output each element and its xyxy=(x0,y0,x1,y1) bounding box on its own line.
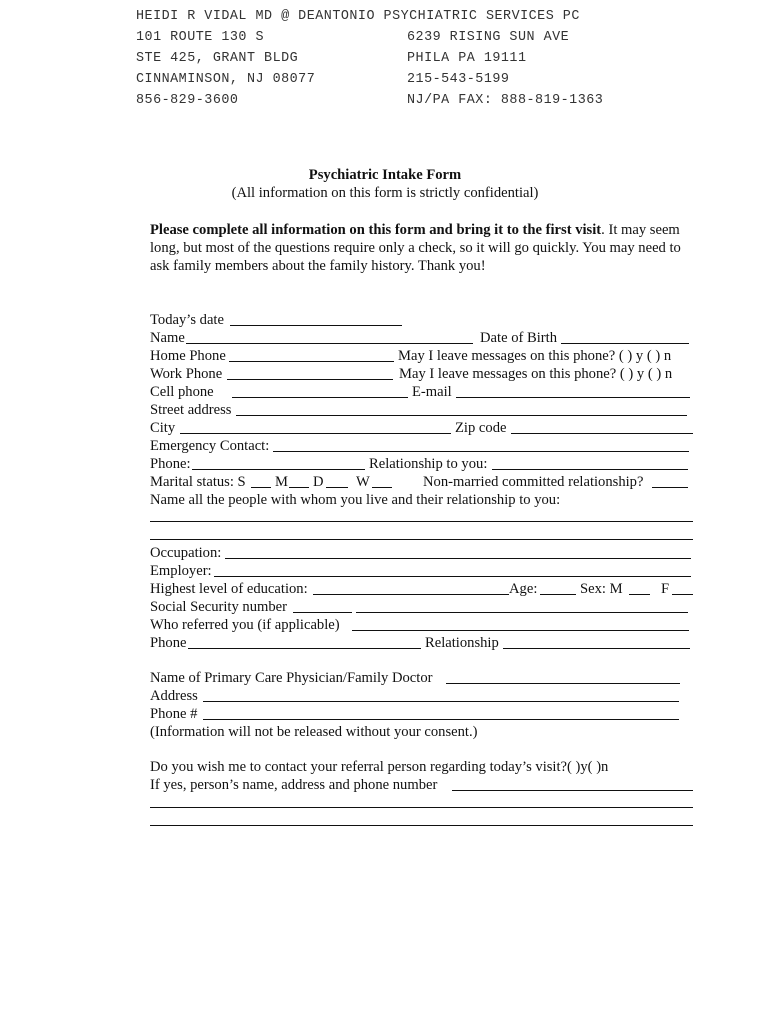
form-subtitle: (All information on this form is strictly confidential) xyxy=(231,185,539,201)
cell-phone-field[interactable] xyxy=(232,397,408,398)
sex-male-blank[interactable] xyxy=(629,594,650,595)
referrer-relationship-field[interactable] xyxy=(503,648,690,649)
emergency-contact-field[interactable] xyxy=(273,451,689,452)
letterhead-left-line-3: CINNAMINSON, NJ 08077 xyxy=(136,72,316,87)
live-with-label: Name all the people with whom you live and their relationship to you: xyxy=(150,492,561,508)
work-phone-label: Work Phone xyxy=(150,366,223,382)
employer-label: Employer: xyxy=(150,563,212,579)
name-field[interactable] xyxy=(186,343,473,344)
letterhead-right-line-2: PHILA PA 19111 xyxy=(407,51,527,66)
city-field[interactable] xyxy=(180,433,451,434)
pcp-label: Name of Primary Care Physician/Family Doctor xyxy=(150,670,433,686)
if-yes-field[interactable] xyxy=(452,790,693,791)
education-label: Highest level of education: xyxy=(150,581,308,597)
letterhead-right-line-3: 215-543-5199 xyxy=(407,72,510,87)
letterhead-right-line-1: 6239 RISING SUN AVE xyxy=(407,30,570,45)
letterhead-left-line-1: 101 ROUTE 130 S xyxy=(136,30,265,45)
occupation-field[interactable] xyxy=(225,558,691,559)
non-married-label: Non-married committed relationship? xyxy=(423,474,644,490)
referred-by-field[interactable] xyxy=(352,630,689,631)
pcp-address-label: Address xyxy=(150,688,198,704)
live-with-line-2[interactable] xyxy=(150,539,693,540)
referrer-phone-label: Phone xyxy=(150,635,187,651)
ssn-field-1[interactable] xyxy=(293,612,352,613)
pcp-phone-label: Phone # xyxy=(150,706,198,722)
work-phone-field[interactable] xyxy=(227,379,393,380)
dob-label: Date of Birth xyxy=(480,330,558,346)
education-field[interactable] xyxy=(313,594,509,595)
marital-married-blank[interactable] xyxy=(289,487,309,488)
letterhead-right-line-4: NJ/PA FAX: 888-819-1363 xyxy=(407,93,604,108)
instructions-bold: Please complete all information on this form and bring it to the first visit xyxy=(150,222,602,238)
dob-field[interactable] xyxy=(561,343,689,344)
pcp-address-field[interactable] xyxy=(203,701,679,702)
marital-widowed-blank[interactable] xyxy=(372,487,392,488)
if-yes-line-3[interactable] xyxy=(150,825,693,826)
emergency-contact-label: Emergency Contact: xyxy=(150,438,270,454)
marital-status-label: Marital status: S xyxy=(150,474,246,490)
street-address-label: Street address xyxy=(150,402,232,418)
marital-divorced-blank[interactable] xyxy=(326,487,348,488)
todays-date-label: Today’s date xyxy=(150,312,224,328)
street-address-field[interactable] xyxy=(236,415,687,416)
age-field[interactable] xyxy=(540,594,576,595)
occupation-label: Occupation: xyxy=(150,545,222,561)
referred-by-label: Who referred you (if applicable) xyxy=(150,617,340,633)
cell-phone-label: Cell phone xyxy=(150,384,214,400)
marital-widowed-label: W xyxy=(356,474,370,490)
home-phone-label: Home Phone xyxy=(150,348,226,364)
letterhead-left-line-4: 856-829-3600 xyxy=(136,93,239,108)
name-label: Name xyxy=(150,330,185,346)
contact-referral-question[interactable]: Do you wish me to contact your referral person regarding today’s visit?( )y( )n xyxy=(150,759,609,775)
emergency-phone-label: Phone: xyxy=(150,456,191,472)
letterhead-left-line-2: STE 425, GRANT BLDG xyxy=(136,51,299,66)
city-label: City xyxy=(150,420,176,436)
pcp-phone-field[interactable] xyxy=(203,719,679,720)
form-title: Psychiatric Intake Form xyxy=(308,167,462,183)
zip-code-label: Zip code xyxy=(455,420,507,436)
non-married-blank[interactable] xyxy=(652,487,688,488)
home-phone-field[interactable] xyxy=(229,361,394,362)
if-yes-label: If yes, person’s name, address and phone number xyxy=(150,777,438,793)
relationship-field[interactable] xyxy=(492,469,688,470)
sex-male-label: Sex: M xyxy=(580,581,623,597)
home-phone-messages[interactable]: May I leave messages on this phone? ( ) y ( ) n xyxy=(398,348,672,364)
work-phone-messages[interactable]: May I leave messages on this phone? ( ) y ( ) n xyxy=(399,366,673,382)
zip-code-field[interactable] xyxy=(511,433,693,434)
consent-note: (Information will not be released without your consent.) xyxy=(150,724,478,740)
sex-female-label: F xyxy=(661,581,670,597)
ssn-field-2[interactable] xyxy=(356,612,688,613)
relationship-label: Relationship to you: xyxy=(369,456,488,472)
live-with-line-1[interactable] xyxy=(150,521,693,522)
referrer-relationship-label: Relationship xyxy=(425,635,499,651)
employer-field[interactable] xyxy=(214,576,691,577)
letterhead-practice-name: HEIDI R VIDAL MD @ DEANTONIO PSYCHIATRIC SERVICES PC xyxy=(136,9,580,24)
email-label: E-mail xyxy=(412,384,452,400)
instructions-text: . It may seem long, but most of the questions require only a check, so it will go quickly. You may need to ask family members about the family history. Thank you! xyxy=(150,222,681,274)
email-field[interactable] xyxy=(456,397,690,398)
form-instructions xyxy=(150,221,700,275)
referrer-phone-field[interactable] xyxy=(188,648,421,649)
pcp-field[interactable] xyxy=(446,683,680,684)
marital-married-label: M xyxy=(275,474,288,490)
ssn-label: Social Security number xyxy=(150,599,287,615)
if-yes-line-2[interactable] xyxy=(150,807,693,808)
marital-divorced-label: D xyxy=(313,474,324,490)
marital-single-blank[interactable] xyxy=(251,487,271,488)
emergency-phone-field[interactable] xyxy=(192,469,365,470)
sex-female-blank[interactable] xyxy=(672,594,693,595)
todays-date-field[interactable] xyxy=(230,325,402,326)
age-label: Age: xyxy=(509,581,538,597)
